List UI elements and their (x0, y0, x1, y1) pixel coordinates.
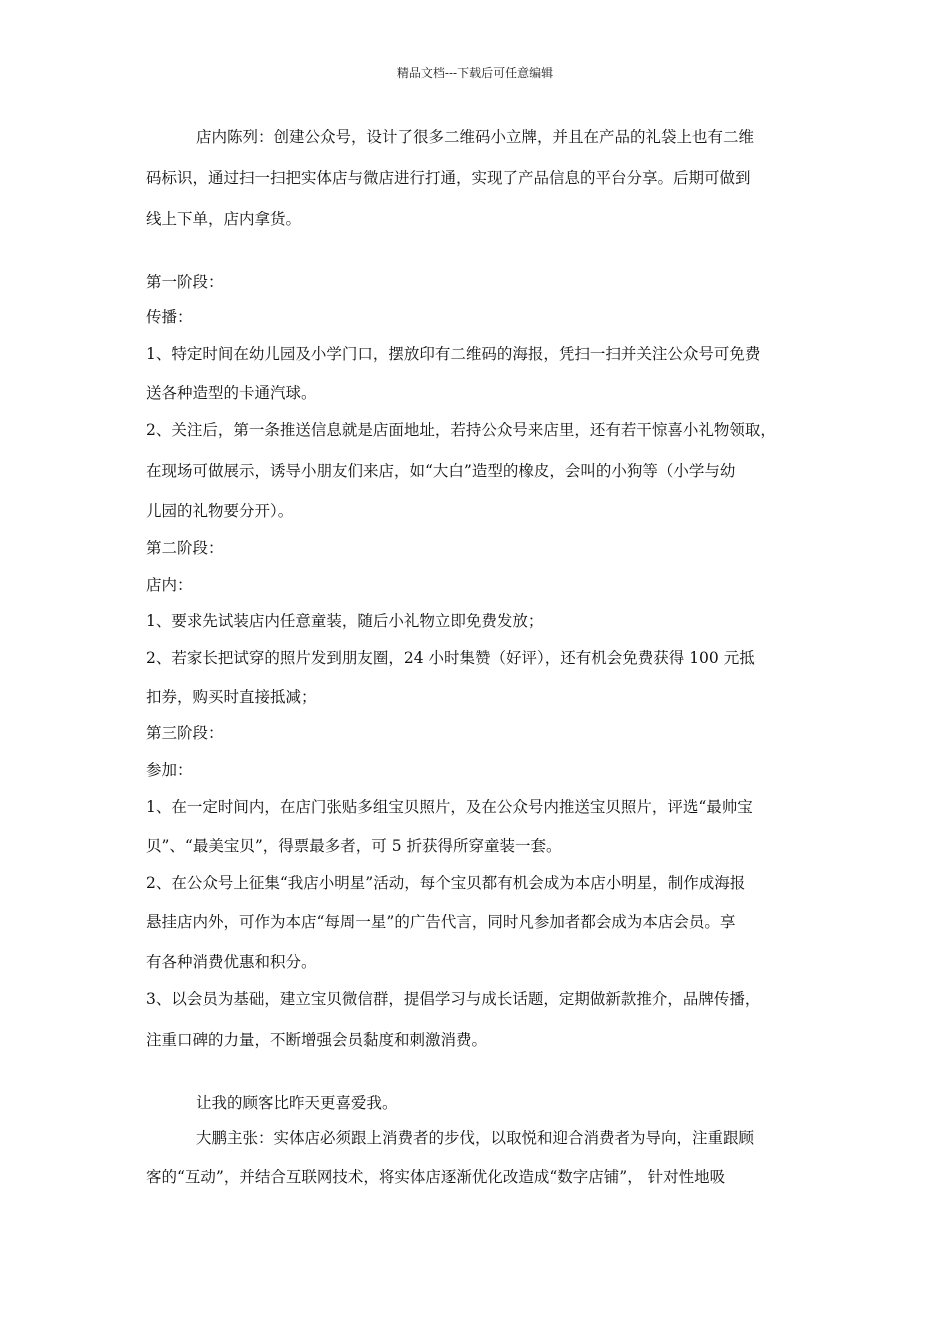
paragraph-line: 码标识，通过扫一扫把实体店与微店进行打通，实现了产品信息的平台分享。后期可做到 (146, 169, 751, 187)
list-item-line: 注重口碑的力量，不断增强会员黏度和刺激消费。 (146, 1031, 488, 1049)
list-item-line: 在现场可做展示，诱导小朋友们来店，如“大白”造型的橡皮，会叫的小狗等（小学与幼 (146, 462, 736, 480)
subheading: 传播： (146, 308, 193, 326)
list-item-line: 送各种造型的卡通汽球。 (146, 384, 317, 402)
list-item-line: 扣券，购买时直接抵减； (146, 688, 317, 706)
section-heading: 第一阶段： (146, 273, 224, 291)
list-item-line: 有各种消费优惠和积分。 (146, 953, 317, 971)
list-item-line: 1、在一定时间内，在店门张贴多组宝贝照片，及在公众号内推送宝贝照片，评选“最帅宝 (146, 798, 753, 816)
list-item-line: 1、要求先试装店内任意童装，随后小礼物立即免费发放； (146, 612, 544, 630)
paragraph-line: 客的“互动”，并结合互联网技术，将实体店逐渐优化改造成“数字店铺”， 针对性地吸 (146, 1168, 726, 1186)
subheading: 参加： (146, 761, 193, 779)
list-item-line: 悬挂店内外，可作为本店“每周一星”的广告代言，同时凡参加者都会成为本店会员。享 (146, 913, 736, 931)
paragraph-line: 线上下单，店内拿货。 (146, 210, 302, 228)
paragraph-line: 让我的顾客比昨天更喜爱我。 (196, 1094, 398, 1112)
page-header: 精品文档---下载后可任意编辑 (396, 66, 554, 80)
paragraph-line: 大鹏主张：实体店必须跟上消费者的步伐，以取悦和迎合消费者为导向，注重跟顾 (196, 1129, 755, 1147)
list-item-line: 1、特定时间在幼儿园及小学门口，摆放印有二维码的海报，凭扫一扫并关注公众号可免费 (146, 345, 761, 363)
subheading: 店内： (146, 576, 193, 594)
list-item-line: 2、在公众号上征集“我店小明星”活动，每个宝贝都有机会成为本店小明星，制作成海报 (146, 874, 746, 892)
list-item-line: 3、以会员为基础，建立宝贝微信群，提倡学习与成长话题，定期做新款推介，品牌传播， (146, 990, 761, 1008)
list-item-line: 2、若家长把试穿的照片发到朋友圈，24 小时集赞（好评），还有机会免费获得 100 元抵 (146, 649, 755, 667)
list-item-line: 2、关注后，第一条推送信息就是店面地址，若持公众号来店里，还有若干惊喜小礼物领取， (146, 421, 776, 439)
paragraph-line: 店内陈列：创建公众号，设计了很多二维码小立牌，并且在产品的礼袋上也有二维 (196, 128, 755, 146)
list-item-line: 贝”、“最美宝贝”，得票最多者，可 5 折获得所穿童装一套。 (146, 837, 562, 855)
section-heading: 第二阶段： (146, 539, 224, 557)
list-item-line: 儿园的礼物要分开）。 (146, 502, 294, 520)
section-heading: 第三阶段： (146, 724, 224, 742)
